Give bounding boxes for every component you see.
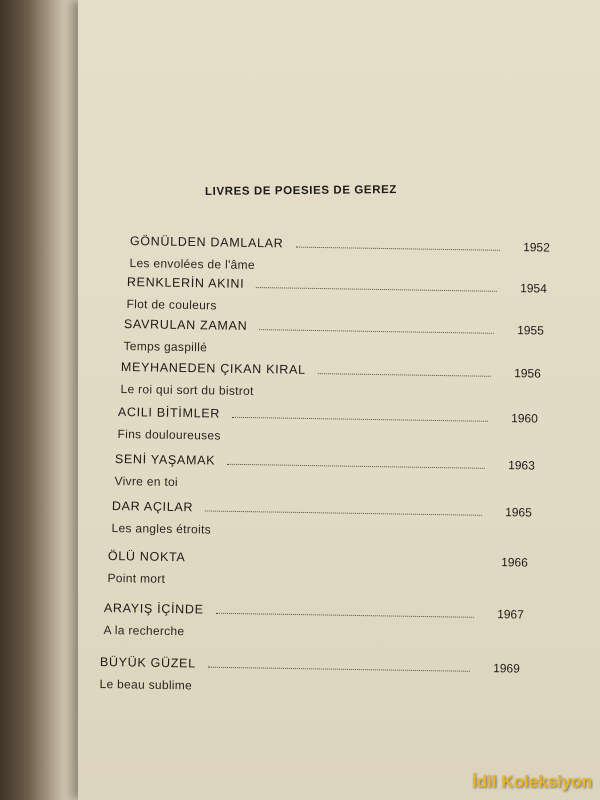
leader-dots [216, 613, 474, 618]
book-year: 1956 [514, 366, 541, 381]
book-subtitle: Le roi qui sort du bistrot [120, 381, 254, 399]
leader-dots [208, 667, 470, 672]
book-entry [99, 655, 520, 702]
book-entry [111, 499, 532, 546]
book-year: 1952 [523, 240, 550, 255]
book-title: ÖLÜ NOKTA [107, 549, 186, 565]
book-entry [120, 360, 541, 407]
book-year: 1960 [511, 411, 538, 426]
watermark: İdil Koleksiyon [472, 772, 592, 791]
leader-dots [227, 464, 485, 469]
book-title: ARAYIŞ İÇİNDE [103, 601, 204, 617]
book-entry [126, 275, 547, 322]
book-title: BÜYÜK GÜZEL [99, 655, 196, 671]
book-year: 1965 [505, 505, 532, 520]
book-year: 1954 [520, 281, 547, 296]
book-subtitle: Vivre en toi [114, 473, 179, 489]
book-title: SENİ YAŞAMAK [114, 452, 216, 468]
book-year: 1967 [497, 607, 524, 622]
book-year: 1955 [517, 323, 544, 338]
book-subtitle: Point mort [107, 570, 166, 586]
book-entry [123, 317, 544, 364]
book-year: 1963 [508, 458, 535, 473]
book-subtitle: Temps gaspillé [123, 338, 208, 355]
book-year: 1966 [501, 555, 528, 570]
book-entry [129, 234, 550, 281]
book-title: SAVRULAN ZAMAN [123, 317, 248, 333]
book-entry [107, 549, 528, 596]
leader-dots [295, 247, 499, 251]
leader-dots [232, 417, 488, 422]
book-entry [114, 452, 535, 499]
book-year: 1969 [493, 661, 520, 676]
book-title: GÖNÜLDEN DAMLALAR [129, 234, 284, 251]
book-entry [117, 405, 538, 452]
book-subtitle: Fins douloureuses [117, 426, 221, 443]
book-subtitle: Le beau sublime [99, 676, 193, 693]
leader-dots [205, 510, 482, 515]
book-subtitle: A la recherche [103, 622, 185, 639]
book-title: DAR AÇILAR [111, 499, 194, 515]
book-title: MEYHANEDEN ÇIKAN KIRAL [120, 360, 306, 377]
book-subtitle: Les angles étroits [111, 520, 212, 537]
book-entry [103, 601, 524, 648]
leader-dots [256, 287, 497, 292]
book-subtitle: Les envolées de l'âme [129, 255, 255, 272]
page-heading: LIVRES DE POESIES DE GEREZ [204, 183, 398, 199]
book-title: ACILI BİTİMLER [117, 405, 221, 421]
leader-dots [259, 329, 494, 334]
book-title: RENKLERİN AKINI [126, 275, 245, 291]
leader-dots [318, 373, 491, 377]
book-subtitle: Flot de couleurs [126, 296, 217, 313]
